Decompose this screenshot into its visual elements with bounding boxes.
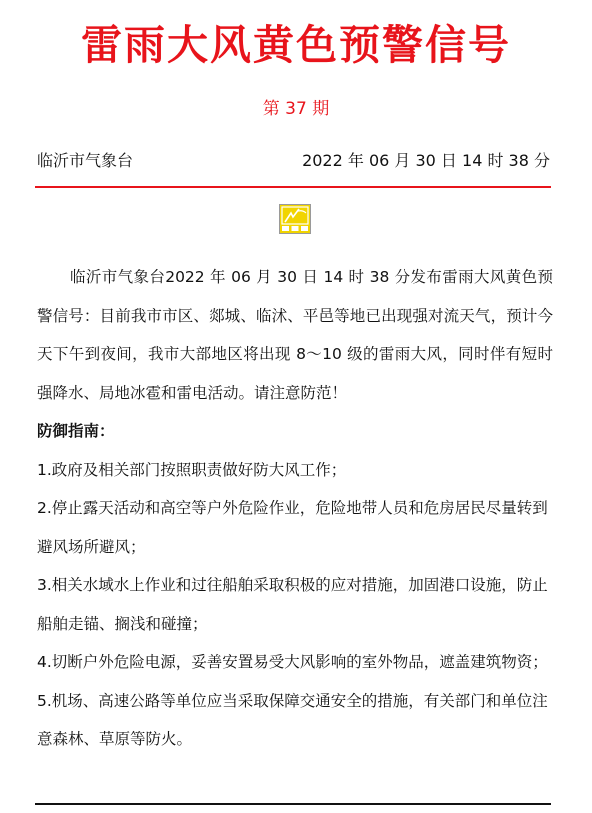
issuer: 临沂市气象台 — [37, 151, 134, 170]
guide-item-2: 2.停止露天活动和高空等户外危险作业，危险地带人员和危房居民尽量转到避风场所避风； — [37, 499, 548, 556]
defense-guide-heading: 防御指南： — [37, 422, 115, 440]
guide-item-5: 5.机场、高速公路等单位应当采取保障交通安全的措施，有关部门和单位注意森林、草原等防火。 — [37, 691, 548, 748]
page-title: 雷雨大风黄色预警信号 — [81, 21, 511, 69]
issue-number: 第 37 期 — [262, 99, 330, 119]
issue-datetime: 2022 年 06 月 30 日 14 时 38 分 — [302, 151, 550, 170]
header-divider — [35, 186, 551, 188]
footer-divider — [35, 803, 551, 805]
guide-item-1: 1.政府及相关部门按照职责做好防大风工作； — [37, 460, 347, 479]
warning-description: 临沂市气象台2022 年 06 月 30 日 14 时 38 分发布雷雨大风黄色预警信号：目前我市市区、郯城、临沭、平邑等地已出现强对流天气，预计今天下午到夜间，我市大部地区将出现 8～10 级的雷雨大风，同时伴有短时强降水、局地冰雹和雷电活动。请注意防范！ — [37, 268, 553, 402]
guide-item-3: 3.相关水域水上作业和过往船舶采取积极的应对措施，加固港口设施，防止船舶走锚、搁浅和碰撞； — [37, 576, 548, 633]
thunderstorm-wind-yellow-warning-icon — [279, 204, 311, 234]
guide-item-4: 4.切断户外危险电源，妥善安置易受大风影响的室外物品，遮盖建筑物资； — [37, 653, 548, 671]
warning-content — [37, 258, 553, 759]
